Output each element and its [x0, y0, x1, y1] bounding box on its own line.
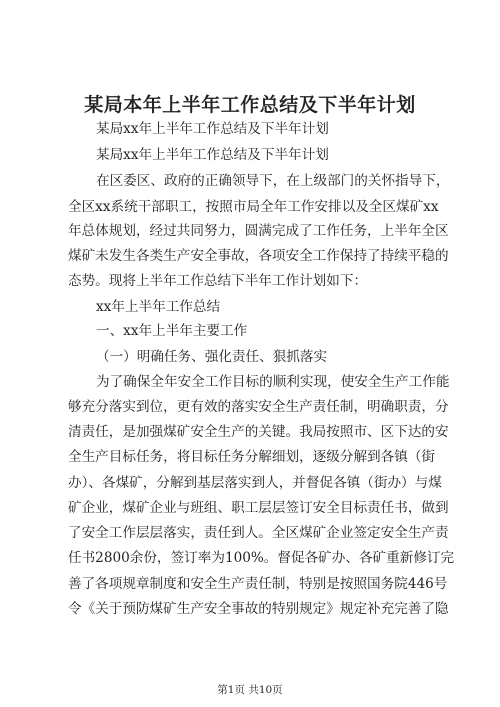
- page-footer: 第1页 共10页: [217, 684, 283, 696]
- paragraph-line: 够充分落实到位，更有效的落实安全生产责任制，明确职责，分: [68, 399, 449, 415]
- paragraph-line: 办）、各煤矿，分解到基层落实到人，并督促各镇（街办）与煤: [68, 475, 442, 491]
- paragraph-line: 善了各项规章制度和安全生产责任制，特别是按照国务院446号: [68, 576, 448, 592]
- subtitle-line: 某局xx年上半年工作总结及下半年计划: [96, 121, 329, 137]
- document-title: 某局本年上半年工作总结及下半年计划: [84, 94, 416, 116]
- paragraph-line: 为了确保全年安全工作目标的顺利实现，使安全生产工作能: [96, 374, 450, 390]
- paragraph-line: 全区xx系统干部职工，按照市局全年工作安排以及全区煤矿xx: [68, 199, 439, 215]
- subtitle-line: 某局xx年上半年工作总结及下半年计划: [96, 147, 329, 163]
- paragraph-line: 令《关于预防煤矿生产安全事故的特别规定》规定补充完善了隐: [68, 601, 449, 617]
- paragraph-line: 任书2800余份，签订率为100%。督促各矿办、各矿重新修订完: [68, 550, 455, 566]
- paragraph-line: 全生产目标任务，将目标任务分解细划，逐级分解到各镇（街: [68, 449, 436, 465]
- subsection-heading: （一）明确任务、强化责任、狠抓落实: [96, 349, 328, 365]
- paragraph-line: 年总体规划，经过共同努力，圆满完成了工作任务，上半年全区: [68, 223, 449, 239]
- paragraph-line: 煤矿未发生各类生产安全事故，各项安全工作保持了持续平稳的: [68, 248, 449, 264]
- subsection-heading: 一、xx年上半年主要工作: [96, 323, 248, 339]
- section-heading: xx年上半年工作总结: [96, 299, 221, 315]
- paragraph-line: 清责任，是加强煤矿安全生产的关键。我局按照市、区下达的安: [68, 424, 449, 440]
- paragraph-line: 了安全工作层层落实，责任到人。全区煤矿企业签定安全生产责: [68, 525, 449, 541]
- paragraph-line: 矿企业，煤矿企业与班组、职工层层签订安全目标责任书，做到: [68, 500, 449, 516]
- paragraph-line: 在区委区、政府的正确领导下，在上级部门的关怀指导下，: [96, 173, 450, 189]
- paragraph-line: 态势。现将上半年工作总结下半年工作计划如下：: [68, 273, 368, 289]
